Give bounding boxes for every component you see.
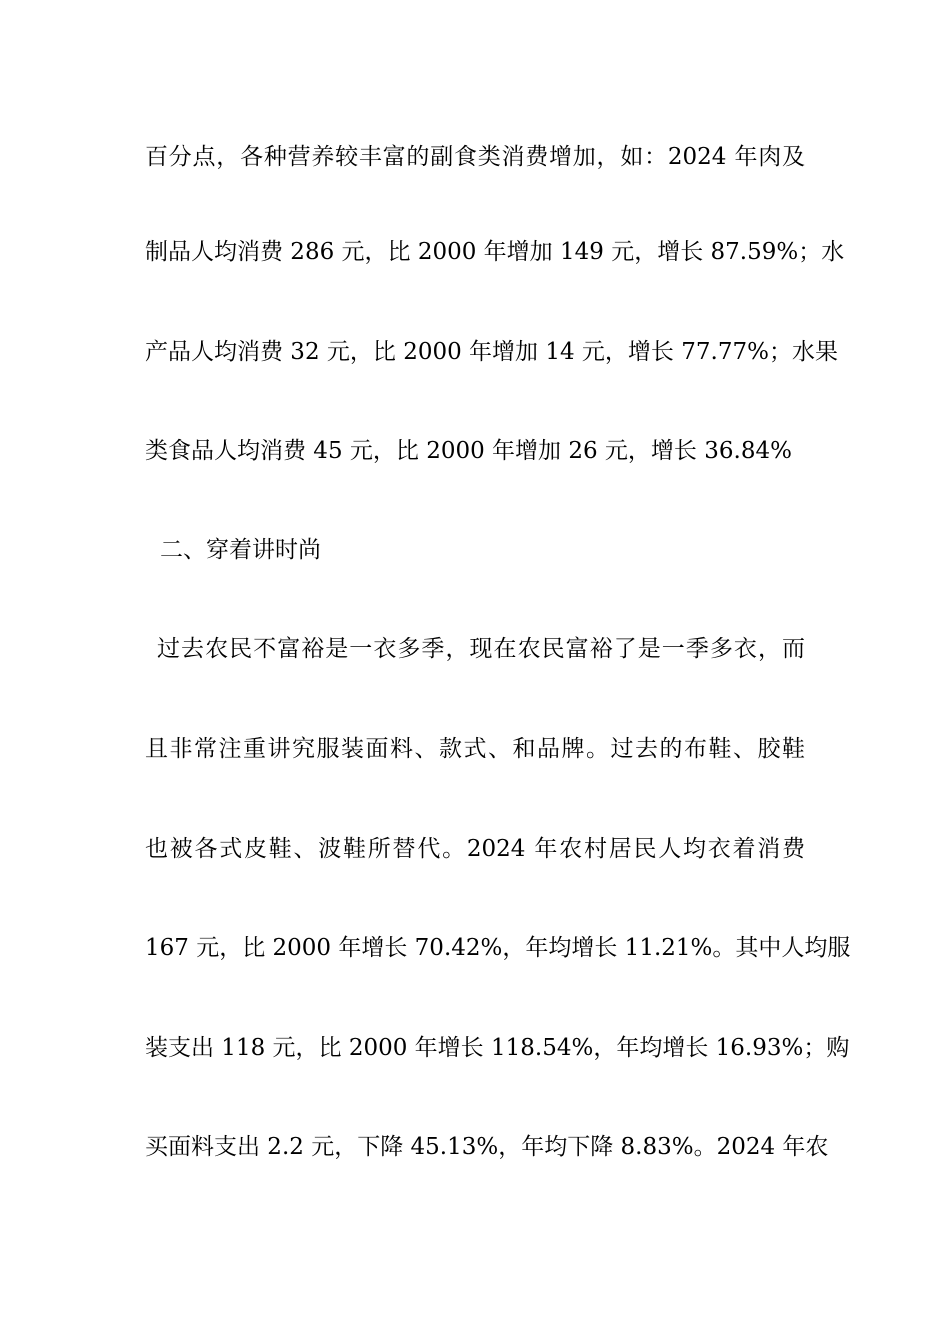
paragraph-line-5: 过去农民不富裕是一衣多季，现在农民富裕了是一季多衣，而	[157, 636, 805, 662]
paragraph-line-9: 装支出 118 元，比 2000 年增长 118.54%，年均增长 16.93%；购	[145, 1035, 850, 1061]
paragraph-line-4: 类食品人均消费 45 元，比 2000 年增加 26 元，增长 36.84%	[145, 438, 792, 464]
paragraph-line-6: 且非常注重讲究服装面料、款式、和品牌。过去的布鞋、胶鞋	[145, 736, 805, 762]
paragraph-line-8: 167 元，比 2000 年增长 70.42%，年均增长 11.21%。其中人均服	[145, 935, 851, 961]
paragraph-line-10: 买面料支出 2.2 元，下降 45.13%，年均下降 8.83%。2024 年农	[145, 1134, 829, 1160]
paragraph-line-3: 产品人均消费 32 元，比 2000 年增加 14 元，增长 77.77%；水果	[145, 339, 838, 365]
paragraph-line-7: 也被各式皮鞋、波鞋所替代。2024 年农村居民人均衣着消费	[145, 836, 805, 862]
paragraph-line-2: 制品人均消费 286 元，比 2000 年增加 149 元，增长 87.59%；水	[145, 239, 845, 265]
paragraph-line-1: 百分点，各种营养较丰富的副食类消费增加，如：2024 年肉及	[145, 144, 805, 170]
section-heading: 二、穿着讲时尚	[160, 537, 321, 563]
